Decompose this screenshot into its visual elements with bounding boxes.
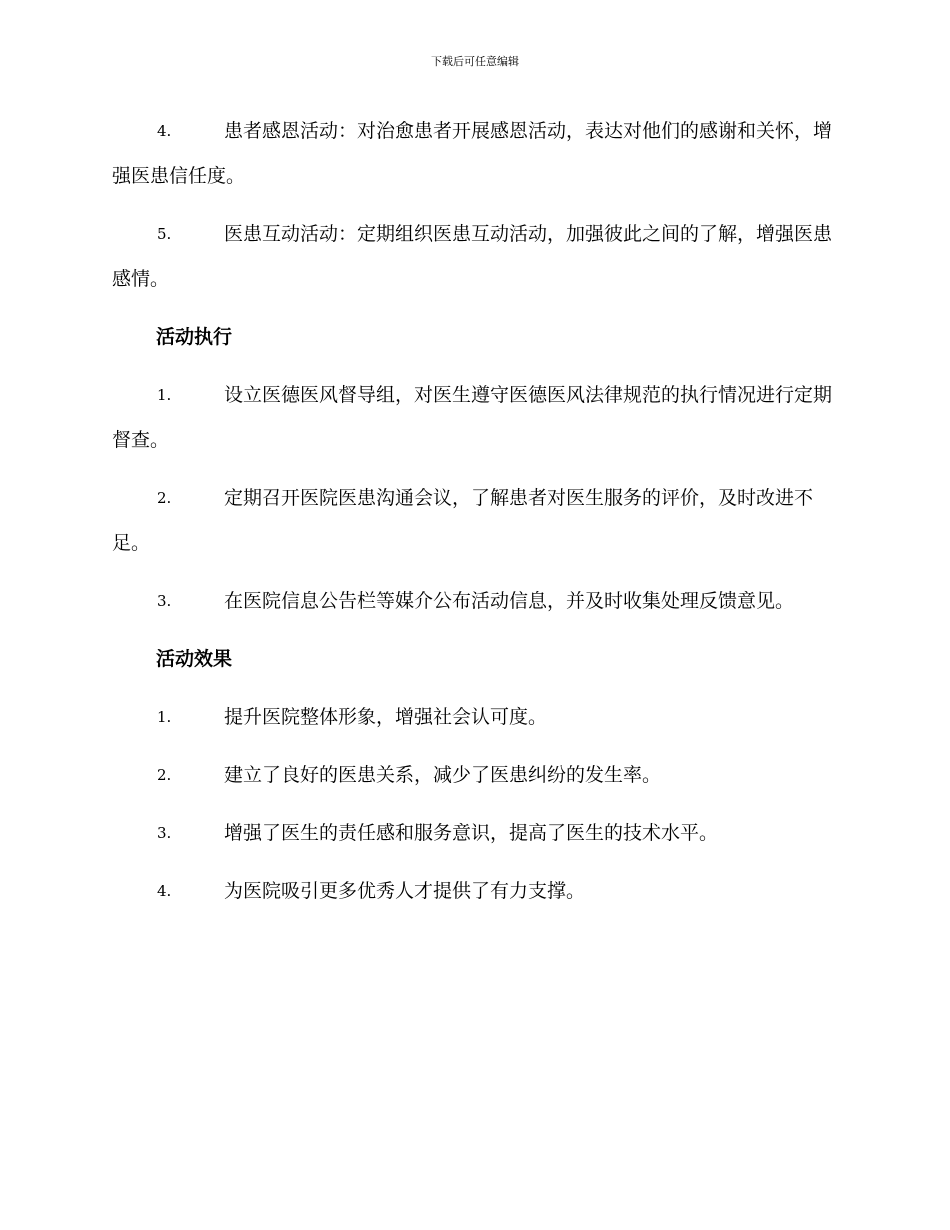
list-number: 1.	[157, 708, 172, 726]
list-item	[112, 212, 837, 302]
list-number: 4.	[157, 122, 172, 140]
list-item	[112, 811, 837, 856]
list-item	[112, 869, 837, 914]
list-item	[112, 695, 837, 740]
list-text: 提升医院整体形象，增强社会认可度。	[224, 706, 548, 728]
document-body	[112, 109, 837, 927]
list-number: 3.	[157, 824, 172, 842]
list-item	[112, 373, 837, 463]
list-number: 3.	[157, 592, 172, 610]
list-text: 医患互动活动：定期组织医患互动活动，加强彼此之间的了解，增强医患感情。	[112, 223, 833, 290]
list-text: 增强了医生的责任感和服务意识，提高了医生的技术水平。	[224, 822, 719, 844]
list-text: 在医院信息公告栏等媒介公布活动信息，并及时收集处理反馈意见。	[224, 590, 795, 612]
list-number: 5.	[157, 225, 172, 243]
list-text: 为医院吸引更多优秀人才提供了有力支撑。	[224, 880, 586, 902]
list-text: 患者感恩活动：对治愈患者开展感恩活动，表达对他们的感谢和关怀，增强医患信任度。	[112, 120, 833, 187]
list-item	[112, 753, 837, 798]
list-number: 2.	[157, 489, 172, 507]
section-heading-execution: 活动执行	[156, 326, 233, 348]
list-number: 4.	[157, 882, 172, 900]
list-number: 1.	[157, 386, 172, 404]
page-header: 下载后可任意编辑	[431, 55, 519, 68]
list-text: 建立了良好的医患关系，减少了医患纠纷的发生率。	[224, 764, 662, 786]
list-number: 2.	[157, 766, 172, 784]
list-item	[112, 476, 837, 566]
list-item	[112, 109, 837, 199]
list-item	[112, 579, 837, 624]
section-heading-results: 活动效果	[156, 648, 233, 670]
list-text: 定期召开医院医患沟通会议，了解患者对医生服务的评价，及时改进不足。	[112, 487, 814, 554]
list-text: 设立医德医风督导组，对医生遵守医德医风法律规范的执行情况进行定期督查。	[112, 384, 833, 451]
